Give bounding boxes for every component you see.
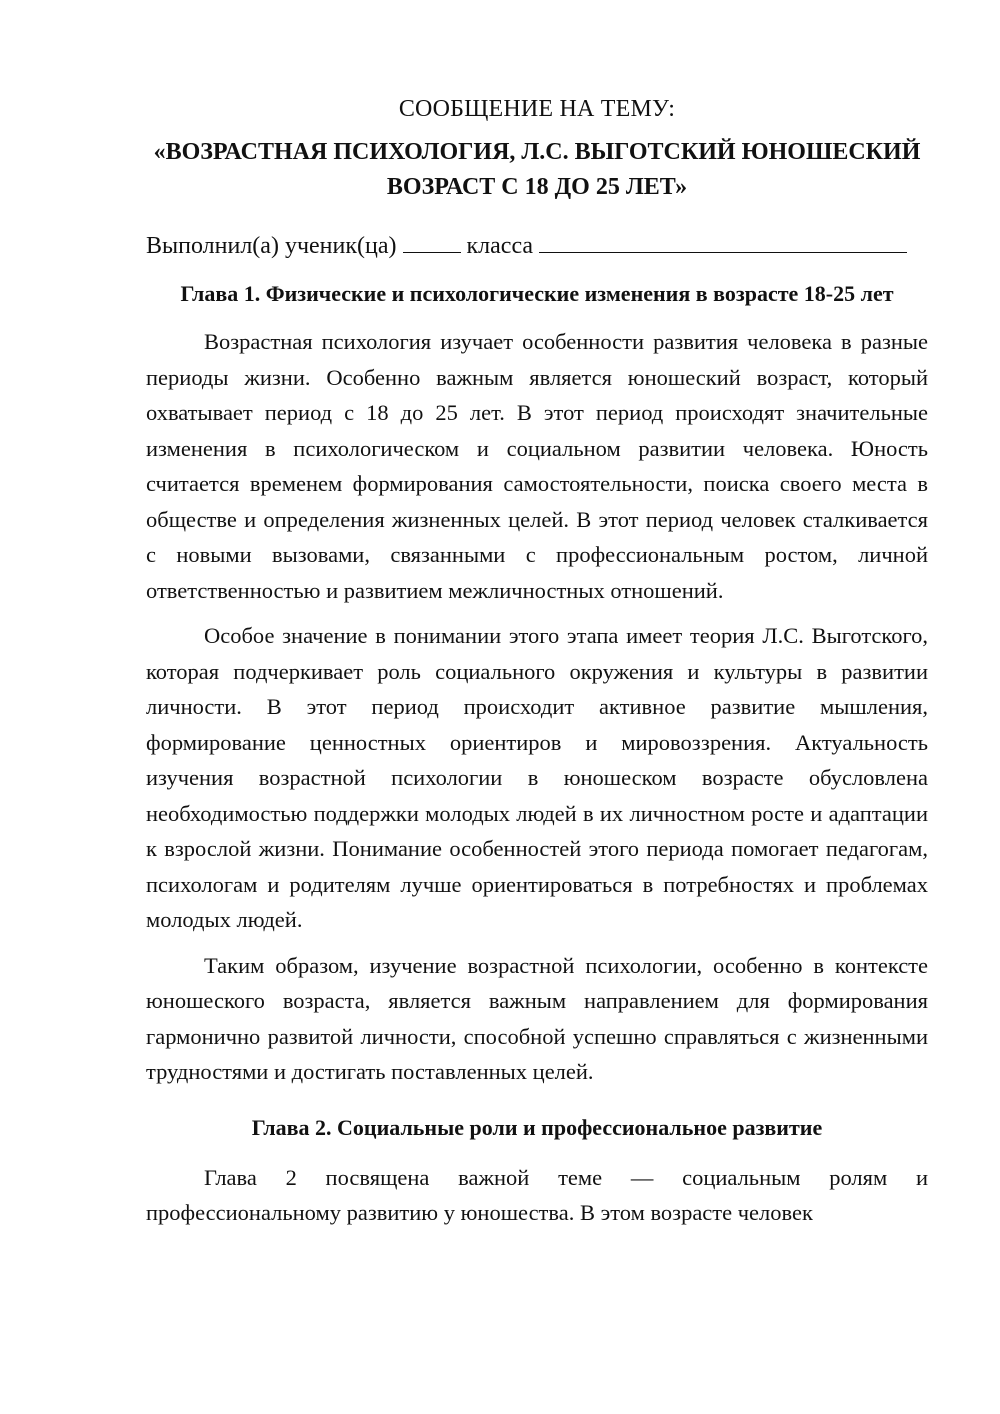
- chapter-1-paragraph-3: Таким образом, изучение возрастной психологии, особенно в контексте юношеского возраста, является важным направлением для формирования гармонично развитой личности, способной успешно справляться с жизненными трудностями и достигать поставленных целей.: [146, 952, 928, 1084]
- chapter-2-paragraph-1: Глава 2 посвящена важной теме — социальным ролям и профессиональному развитию у юношества. В этом возрасте человек: [146, 1164, 928, 1225]
- document-header: СООБЩЕНИЕ НА ТЕМУ:: [398, 96, 676, 122]
- student-label: Выполнил(а) ученик(ца): [146, 233, 397, 259]
- student-name-blank: [539, 226, 907, 253]
- document-title: «ВОЗРАСТНАЯ ПСИХОЛОГИЯ, Л.С. ВЫГОТСКИЙ ЮНОШЕСКИЙ ВОЗРАСТ С 18 ДО 25 ЛЕТ»: [153, 139, 921, 200]
- class-number-blank: [403, 226, 461, 253]
- chapter-1-heading: Глава 1. Физические и психологические изменения в возрасте 18-25 лет: [180, 281, 894, 306]
- chapter-1-paragraph-1: Возрастная психология изучает особенности развития человека в разные периоды жизни. Особенно важным является юношеский возраст, который охватывает период с 18 до 25 лет. В этот период происходят значительные изменения в психологическом и социальном развитии человека. Юность считается временем формирования самостоятельности, поиска своего места в обществе и определения жизненных целей. В этот период человек сталкивается с новыми вызовами, связанными с профессиональным ростом, личной ответственностью и развитием межличностных отношений.: [146, 329, 928, 603]
- chapter-1-paragraph-2: Особое значение в понимании этого этапа имеет теория Л.С. Выготского, которая подчеркивает роль социального окружения и культуры в развитии личности. В этот период происходит активное развитие мышления, формирование ценностных ориентиров и мировоззрения. Актуальность изучения возрастной психологии в юношеском возрасте обусловлена необходимостью поддержки молодых людей в их личностном росте и адаптации к взрослой жизни. Понимание особенностей этого периода помогает педагогам, психологам и родителям лучше ориентироваться в потребностях и проблемах молодых людей.: [146, 623, 928, 932]
- class-label: класса: [466, 233, 534, 259]
- chapter-2-heading: Глава 2. Социальные роли и профессиональное развитие: [251, 1114, 823, 1140]
- signature-line: [146, 226, 928, 264]
- document-page: [146, 92, 928, 1231]
